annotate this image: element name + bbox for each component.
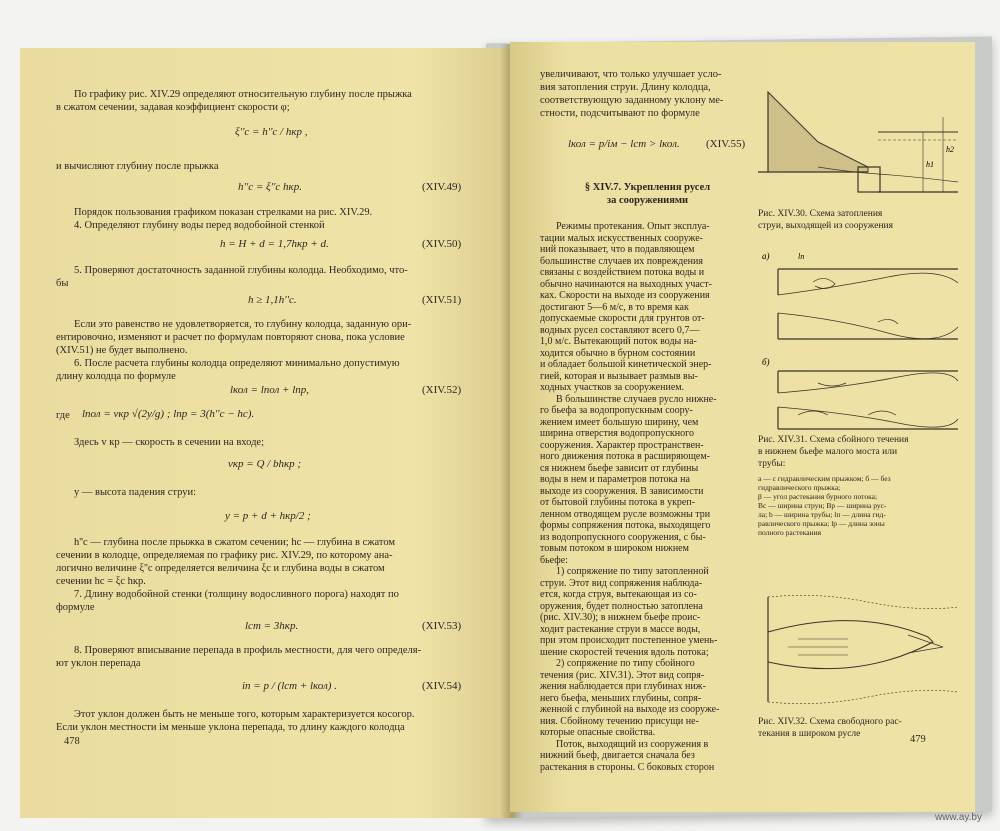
equation-number: (XIV.52) <box>422 384 462 396</box>
text-line: женной с глубиной на выходе из сооруже- <box>540 704 720 715</box>
text-line: обычно начинаются на выходных участ- <box>540 278 712 290</box>
text-line: вия затопления струи. Длину колодца, <box>540 82 711 93</box>
watermark: www.ay.by <box>934 812 982 823</box>
text-line: длину колодца по формуле <box>56 371 176 382</box>
text-line: Режимы протекания. Опыт эксплуа- <box>556 221 710 232</box>
text-line: формы сопряжения потока, выходящего <box>540 520 711 531</box>
figure-xiv30 <box>758 72 963 202</box>
text-line: допускаемые скорости для грунтов от- <box>540 313 705 324</box>
text-line: в сжатом сечении, задавая коэффициент скорости φ; <box>56 102 290 113</box>
text-line: товым потоком в широком нижнем <box>540 543 689 554</box>
figure-legend: равлического прыжка; lр — длина зоны <box>758 519 885 528</box>
text-line: ний показывает, что в подавляющем <box>540 244 695 255</box>
equation: ξ''c = h''c / hкр , <box>235 126 308 138</box>
equation-number: (XIV.55) <box>706 138 746 150</box>
page-number: 478 <box>64 736 80 747</box>
figure-legend: Bс — ширина струи; Bр — ширина рус- <box>758 501 887 510</box>
text-line: и вычисляют глубину после прыжка <box>56 161 219 172</box>
text-line: воды в нем и параметров потока на <box>540 474 690 485</box>
text-line: связаны с воздействием потока воды и <box>540 267 705 278</box>
figure-caption: струи, выходящей из сооружения <box>758 221 893 231</box>
text-line: ках. Скорости на выходе из сооружения <box>540 290 710 301</box>
text-line: Этот уклон должен быть не меньше того, которым характеризуется косогор. <box>74 709 415 720</box>
text-line: 4. Определяют глубину воды перед водобойной стенкой <box>74 220 325 231</box>
text-line: течения (рис. XIV.31). Этот вид сопря- <box>540 669 705 681</box>
figure-legend: a — с гидравлическим прыжком; б — без <box>758 474 891 483</box>
fig-label-b: б) <box>762 357 770 367</box>
text-line: 2) сопряжение по типу сбойного <box>556 658 695 669</box>
text-line: шение скоростей течения вдоль потока; <box>540 646 709 658</box>
figure-legend: полного растекания <box>758 528 822 537</box>
text-line: (рис. XIV.30); в нижнем бьефе проис- <box>540 612 701 623</box>
equation: lкол = p/iм − lст > lкол. <box>568 138 680 150</box>
fig-label-h1: h1 <box>926 160 934 169</box>
text-line: бьефе: <box>540 554 568 566</box>
fig-label-a: а) <box>762 251 770 261</box>
text-line: Здесь v кр — скорость в сечении на входе; <box>74 437 264 448</box>
equation: h''c = ξ''c hкр. <box>238 181 302 193</box>
text-line: при этом происходит постепенное умень- <box>540 635 718 646</box>
text-line: сечении в колодце, определяемая по графику рис. XIV.29, по которому ана- <box>56 550 393 561</box>
page-number: 479 <box>910 734 926 745</box>
equation: h = H + d = 1,7hкр + d. <box>220 238 329 250</box>
equation: lст = 3hкр. <box>245 620 299 632</box>
text-line: 8. Проверяют вписывание перепада в профиль местности, для чего определя- <box>74 645 422 656</box>
equation-number: (XIV.51) <box>422 294 462 306</box>
text-line: струи. Этот вид сопряжения наблюда- <box>540 577 703 589</box>
text-line: достигают 5—6 м/с, в то время как <box>540 301 689 313</box>
text-line: 1,0 м/с. Вытекающий поток воды на- <box>540 336 697 347</box>
equation-number: (XIV.54) <box>422 680 462 692</box>
equation: lкол = lпол + lпр, <box>230 384 310 396</box>
equation: h ≥ 1,1h''c. <box>248 294 297 306</box>
text-line: сооружения. Характер пространствен- <box>540 439 704 451</box>
text-line: ходных участков за сооружением. <box>540 382 685 393</box>
fig-label-lp: lп <box>798 252 805 261</box>
section-title: за сооружениями <box>606 195 689 206</box>
figure-legend: ла; b — ширина трубы; lп — длина гид- <box>758 510 886 519</box>
text-line: от бытовой глубины потока в укреп- <box>540 497 696 508</box>
fig-label-h2: h2 <box>946 145 954 154</box>
text-line: большинстве случаев их повреждения <box>540 255 703 267</box>
figure-caption: Рис. XIV.32. Схема свободного рас- <box>758 717 902 727</box>
text-line: 1) сопряжение по типу затопленной <box>556 566 709 577</box>
text-line: 7. Длину водобойной стенки (толщину водосливного порога) находят по <box>74 589 399 600</box>
figure-xiv31 <box>758 247 963 432</box>
figure-caption: Рис. XIV.30. Схема затопления <box>758 209 883 219</box>
text-line: жением имеет большую ширину, чем <box>540 416 699 428</box>
text-line: жения наблюдается при глубинах ниж- <box>540 681 706 692</box>
section-title: § XIV.7. Укрепления русел <box>584 182 711 193</box>
text-line: ют уклон перепада <box>56 658 141 669</box>
left-page <box>20 48 515 818</box>
text-line: го бьефа за водопропускным соору- <box>540 405 693 416</box>
text-line: из водопропускного сооружения, с бы- <box>540 531 706 543</box>
text-line: увеличивают, что только улучшает усло- <box>540 69 722 80</box>
text-line: бы <box>56 278 69 289</box>
text-line: формуле <box>56 602 95 613</box>
text-line: которые опасные свойства. <box>540 727 656 738</box>
text-line: 5. Проверяют достаточность заданной глубины колодца. Необходимо, что- <box>74 265 408 276</box>
figure-caption: Рис. XIV.31. Схема сбойного течения <box>758 435 909 445</box>
text-line: (XIV.51) не будет выполнено. <box>56 345 188 356</box>
text-line: Если это равенство не удовлетворяется, то глубину колодца, заданную ори- <box>74 319 412 330</box>
text-line: h''c — глубина после прыжка в сжатом сечении; hc — глубина в сжатом <box>74 537 396 548</box>
equation-number: (XIV.50) <box>422 238 462 250</box>
text-line: гией, которая и вызывает размыв вы- <box>540 370 698 382</box>
text-line: оружения, будет полностью затоплена <box>540 600 703 612</box>
figure-caption: в нижнем бьефе малого моста или <box>758 447 898 457</box>
equation: lпол = vкр √(2y/g) ; lпр = 3(h''c − hc). <box>82 408 255 420</box>
text-line: ется, когда струя, вытекающая из со- <box>540 589 697 600</box>
text-line: ного движения потока в расширяющем- <box>540 451 711 462</box>
text-line: Если уклон местности iм меньше уклона перепада, то длину каждого колодца <box>56 722 405 733</box>
figure-caption: текания в широком русле <box>758 729 861 739</box>
text-line: тации малых искусственных сооруже- <box>540 232 703 244</box>
figure-legend: β — угол растекания бурного потока; <box>758 492 878 501</box>
equation-number: (XIV.49) <box>422 181 462 193</box>
text-line: По графику рис. XIV.29 определяют относительную глубину после прыжка <box>74 89 412 100</box>
text-line: y — высота падения струи: <box>74 487 197 498</box>
text-line: ходит растекание струи в массе воды, <box>540 623 701 635</box>
text-line: ширина отверстия водопропускного <box>540 428 694 439</box>
figure-caption: трубы: <box>758 459 786 469</box>
right-page <box>510 42 975 812</box>
text-line: водных русел составляют всего 0,7— <box>540 324 700 336</box>
text-line: ходится обычно в бурном состоянии <box>540 347 696 359</box>
figure-legend: гидравлического прыжка; <box>758 483 841 492</box>
text-line: стности, подсчитывают по формуле <box>540 108 700 119</box>
text-line: выходе из сооружения. В зависимости <box>540 485 704 497</box>
figure-xiv32 <box>758 587 963 712</box>
text-line: растекания в стороны. С боковых сторон <box>540 761 715 773</box>
text-line: Порядок пользования графиком показан стрелками на рис. XIV.29. <box>74 207 373 218</box>
equation: iп = p / (lст + lкол) . <box>242 680 337 692</box>
text-line: где <box>56 410 70 421</box>
text-line: ся нижнем бьефе зависит от глубины <box>540 462 699 474</box>
text-line: сечении hc = ξc hкр. <box>56 576 146 587</box>
text-line: и обладает большой кинетической энер- <box>540 359 712 370</box>
equation-number: (XIV.53) <box>422 620 462 632</box>
text-line: ленном отводящем русле возможны три <box>540 508 711 520</box>
text-line: соответствующую заданному уклону ме- <box>540 95 724 106</box>
text-line: Поток, выходящий из сооружения в <box>556 738 709 750</box>
text-line: логично величине ξ''c определяется величина ξc и глубина воды в сжатом <box>56 563 385 574</box>
text-line: ния. Сбойному течению присущи не- <box>540 715 699 727</box>
text-line: нижний бьеф, двигается сначала без <box>540 750 695 761</box>
text-line: ентировочно, изменяют и расчет по формулам повторяют снова, пока условие <box>56 332 405 343</box>
text-line: В большинстве случаев русло нижне- <box>556 393 717 405</box>
equation: y = p + d + hкр/2 ; <box>225 510 311 522</box>
text-line: него бьефа, меньших глубины, сопря- <box>540 692 702 704</box>
text-line: 6. После расчета глубины колодца определяют минимально допустимую <box>74 358 400 369</box>
equation: vкр = Q / bhкр ; <box>228 458 302 470</box>
